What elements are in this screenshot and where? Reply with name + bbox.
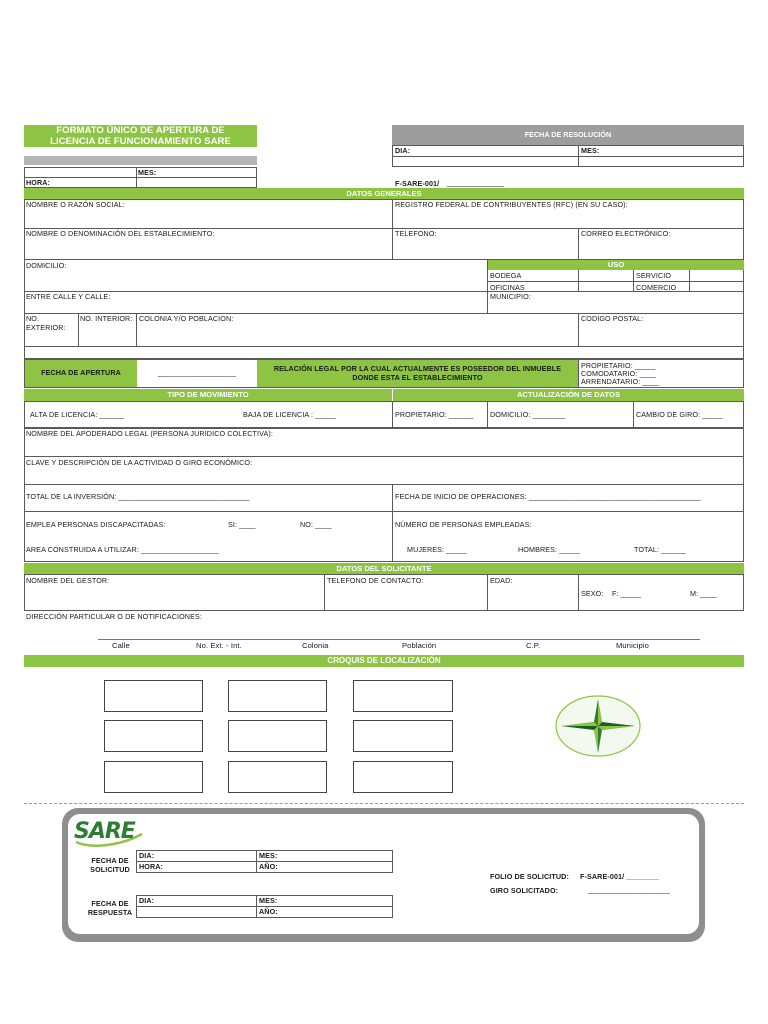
- actividad-label: CLAVE Y DESCRIPCIÓN DE LA ACTIVIDAD O GIRO ECONÓMICO:: [26, 458, 253, 467]
- croquis-block-3[interactable]: [353, 680, 453, 712]
- address-field-label: Población: [402, 641, 437, 650]
- form-title: [24, 125, 257, 147]
- datos-solicitante-header: DATOS DEL SOLICITANTE: [24, 563, 744, 574]
- uso-comercio-check[interactable]: [690, 282, 743, 291]
- top-mes-label: MES:: [138, 168, 157, 177]
- sare-logo-text: SARE: [74, 819, 135, 844]
- croquis-block-5[interactable]: [228, 720, 327, 752]
- fecha-resolucion-header: FECHA DE RESOLUCIÓN: [392, 125, 744, 145]
- rfc-field[interactable]: [393, 210, 743, 227]
- top-hora-label: HORA:: [26, 178, 51, 187]
- telefono-contacto-label: TELEFONO DE CONTACTO:: [327, 576, 424, 585]
- compass-rose-icon: [553, 693, 643, 759]
- direccion-label: DIRECCIÓN PARTICULAR O DE NOTIFICACIONES:: [26, 612, 202, 621]
- domicilio-label: DOMICILIO:: [26, 261, 67, 270]
- address-field-label: Municipio: [616, 641, 649, 650]
- actualizacion-cambio-giro[interactable]: CAMBIO DE GIRO: _____: [636, 410, 723, 419]
- gestor-label: NOMBRE DEL GESTOR:: [26, 576, 110, 585]
- fecha-apertura-blank[interactable]: ___________________: [158, 368, 236, 377]
- municipio-label: MUNICIPIO:: [490, 292, 531, 301]
- uso-servicio-check[interactable]: [690, 271, 743, 280]
- inicio-operaciones-field[interactable]: FECHA DE INICIO DE OPERACIONES: __________________________________________: [395, 492, 701, 501]
- croquis-header: CROQUIS DE LOCALIZACIÓN: [24, 655, 744, 667]
- respuesta-dia-label: DIA:: [139, 896, 155, 905]
- discapacitadas-label: EMPLEA PERSONAS DISCAPACITADAS:: [26, 520, 166, 529]
- uso-oficinas: OFICINAS: [490, 283, 525, 292]
- relacion-legal-line1: RELACIÓN LEGAL POR LA CUAL ACTUALMENTE ES POSEEDOR DEL INMUEBLE: [273, 364, 562, 373]
- nombre-razon-label: NOMBRE O RAZÓN SOCIAL:: [26, 200, 125, 209]
- respuesta-anio-label: AÑO:: [259, 907, 278, 916]
- uso-servicio: SERVICIO: [636, 271, 672, 280]
- croquis-block-6[interactable]: [353, 720, 453, 752]
- mujeres-field[interactable]: MUJERES: _____: [407, 545, 467, 554]
- uso-oficinas-check[interactable]: [579, 282, 632, 291]
- form-title-line2: LICENCIA DE FUNCIONAMIENTO SARE: [50, 135, 231, 147]
- apoderado-label: NOMBRE DEL APODERADO LEGAL (PERSONA JURIDICO COLECTIVA):: [26, 429, 273, 438]
- apoderado-field[interactable]: [25, 440, 743, 455]
- comodatario-option[interactable]: COMODATARIO: ____: [581, 369, 656, 378]
- inversion-field[interactable]: TOTAL DE LA INVERSIÓN: ________________________________: [26, 492, 250, 501]
- resolucion-mes-label: MES:: [581, 146, 600, 155]
- folio-solicitud-value[interactable]: F-SARE-001/ ________: [580, 872, 660, 881]
- address-field-label: Colonia: [302, 641, 329, 650]
- relacion-legal-line2: DONDE ESTA EL ESTABLECIMIENTO: [352, 373, 483, 382]
- total-field[interactable]: TOTAL: ______: [634, 545, 686, 554]
- fecha-respuesta-label-2: RESPUESTA: [87, 908, 133, 917]
- fecha-apertura-label: FECHA DE APERTURA: [41, 368, 121, 377]
- solicitud-mes-label: MES:: [259, 851, 278, 860]
- top-hora-field[interactable]: [25, 178, 256, 187]
- solicitud-dia-label: DIA:: [139, 851, 155, 860]
- direccion-line[interactable]: [98, 639, 700, 640]
- actualizacion-propietario[interactable]: PROPIETARIO: ______: [395, 410, 474, 419]
- uso-header: USO: [488, 260, 744, 270]
- croquis-block-4[interactable]: [104, 720, 203, 752]
- croquis-block-9[interactable]: [353, 761, 453, 793]
- correo-label: CORREO ELECTRÓNICO:: [581, 229, 671, 238]
- uso-bodega-check[interactable]: [579, 271, 632, 280]
- resolucion-dia-label: DIA:: [395, 146, 411, 155]
- actividad-field[interactable]: [25, 468, 743, 483]
- actualizacion-domicilio[interactable]: DOMICILIO: ________: [490, 410, 566, 419]
- alta-licencia-option[interactable]: ALTA DE LICENCIA: ______: [30, 410, 125, 419]
- colonia-label: COLONIA Y/O POBLACION:: [139, 314, 234, 323]
- sare-logo: [72, 818, 147, 848]
- respuesta-mes-label: MES:: [259, 896, 278, 905]
- solicitud-anio-label: AÑO:: [259, 862, 278, 871]
- discapacitadas-si[interactable]: SI: ____: [228, 520, 256, 529]
- address-field-label: No. Ext. - Int.: [196, 641, 242, 650]
- num-empleados-label: NÚMERO DE PERSONAS EMPLEADAS:: [395, 520, 532, 529]
- giro-solicitado-blank[interactable]: ____________________: [588, 885, 670, 894]
- uso-bodega: BODEGA: [490, 271, 522, 280]
- giro-solicitado-label: GIRO SOLICITADO:: [490, 886, 559, 895]
- folio-label: F-SARE-001/: [395, 179, 440, 188]
- croquis-block-7[interactable]: [104, 761, 203, 793]
- rfc-label: REGISTRO FEDERAL DE CONTRIBUYENTES (RFC) (EN SU CASO):: [395, 200, 628, 209]
- discapacitadas-no[interactable]: NO: ____: [300, 520, 332, 529]
- solicitud-hora-label: HORA:: [139, 862, 164, 871]
- fecha-solicitud-label-2: SOLICITUD: [90, 865, 130, 874]
- tipo-movimiento-header: TIPO DE MOVIMIENTO: [24, 389, 392, 401]
- hombres-field[interactable]: HOMBRES: _____: [518, 545, 580, 554]
- croquis-block-2[interactable]: [228, 680, 327, 712]
- baja-licencia-option[interactable]: BAJA DE LICENCIA : _____: [243, 410, 336, 419]
- form-title-line1: FORMATO ÚNICO DE APERTURA DE: [56, 125, 225, 136]
- address-field-label: Calle: [112, 641, 130, 650]
- datos-generales-header: DATOS GENERALES: [24, 188, 744, 199]
- codigo-postal-label: CODIGO POSTAL:: [581, 314, 644, 323]
- no-interior-label: NO. INTERIOR:: [80, 314, 133, 323]
- telefono-label: TELEFONO:: [395, 229, 437, 238]
- title-gray-bar: [24, 156, 257, 165]
- area-construida-field[interactable]: AREA CONSTRUIDA A UTILIZAR: ___________________: [26, 545, 219, 554]
- croquis-block-1[interactable]: [104, 680, 203, 712]
- address-field-label: C.P.: [526, 641, 541, 650]
- folio-solicitud-label: FOLIO DE SOLICITUD:: [490, 872, 569, 881]
- uso-comercio: COMERCIO: [636, 283, 677, 292]
- actualizacion-header: ACTUALIZACIÓN DE DATOS: [393, 389, 744, 401]
- arrendatario-option[interactable]: ARRENDATARIO: ____: [581, 377, 659, 386]
- no-exterior-label-1: NO.: [26, 314, 40, 323]
- entre-calle-label: ENTRE CALLE Y CALLE:: [26, 292, 111, 301]
- folio-blank[interactable]: ______________: [447, 178, 505, 187]
- fecha-solicitud-label-1: FECHA DE: [91, 856, 129, 865]
- propietario-option[interactable]: PROPIETARIO: _____: [581, 361, 656, 370]
- nombre-razon-field[interactable]: [25, 210, 391, 227]
- croquis-block-8[interactable]: [228, 761, 327, 793]
- sexo-m-option[interactable]: M: ____: [690, 589, 717, 598]
- sexo-f-option[interactable]: F: _____: [612, 589, 642, 598]
- fecha-respuesta-label-1: FECHA DE: [91, 899, 129, 908]
- cut-line: [24, 803, 744, 804]
- denominacion-label: NOMBRE O DENOMINACIÓN DEL ESTABLECIMIENTO:: [26, 229, 215, 238]
- edad-label: EDAD:: [490, 576, 513, 585]
- sexo-label: SEXO:: [581, 589, 604, 598]
- no-exterior-label-2: EXTERIOR:: [26, 323, 66, 332]
